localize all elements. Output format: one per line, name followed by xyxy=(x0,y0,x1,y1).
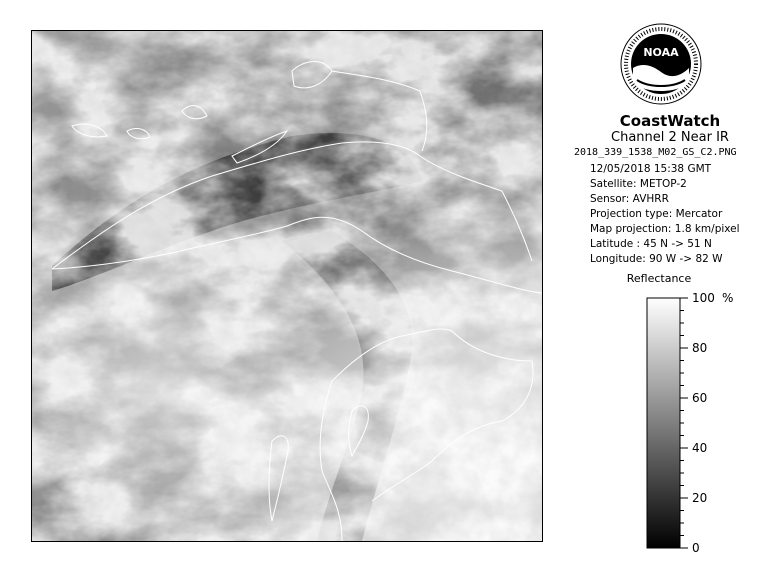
colorbar-title: Reflectance xyxy=(626,272,692,285)
longitude-label: Longitude: 90 W -> 82 W xyxy=(590,253,723,265)
svg-text:NOAA: NOAA xyxy=(643,46,679,59)
colorbar-unit: % xyxy=(722,291,734,305)
projection-type-label: Projection type: Mercator xyxy=(590,208,723,220)
map-projection-label: Map projection: 1.8 km/pixel xyxy=(590,223,740,235)
colorbar-tick-label: 0 xyxy=(692,541,700,555)
colorbar-tick-label: 60 xyxy=(692,391,708,405)
colorbar-tick-label: 100 xyxy=(692,291,715,305)
satellite-label: Satellite: METOP-2 xyxy=(590,178,687,190)
reflectance-colorbar xyxy=(640,290,750,555)
satellite-image-panel[interactable] xyxy=(31,30,543,542)
colorbar-ticks xyxy=(680,291,715,555)
noaa-logo xyxy=(619,22,703,106)
latitude-label: Latitude : 45 N -> 51 N xyxy=(590,238,712,250)
colorbar-tick-label: 40 xyxy=(692,441,708,455)
colorbar-tick-label: 80 xyxy=(692,341,708,355)
channel-label: Channel 2 Near IR xyxy=(611,130,729,145)
sensor-label: Sensor: AVHRR xyxy=(590,193,669,205)
datetime-label: 12/05/2018 15:38 GMT xyxy=(590,163,712,175)
colorbar-tick-label: 20 xyxy=(692,491,708,505)
product-title: CoastWatch xyxy=(619,112,721,130)
satellite-image xyxy=(32,31,542,541)
colorbar-gradient xyxy=(647,298,680,548)
noaa-seal-icon xyxy=(619,22,703,106)
filename-label: 2018_339_1538_M02_GS_C2.PNG xyxy=(574,147,737,158)
